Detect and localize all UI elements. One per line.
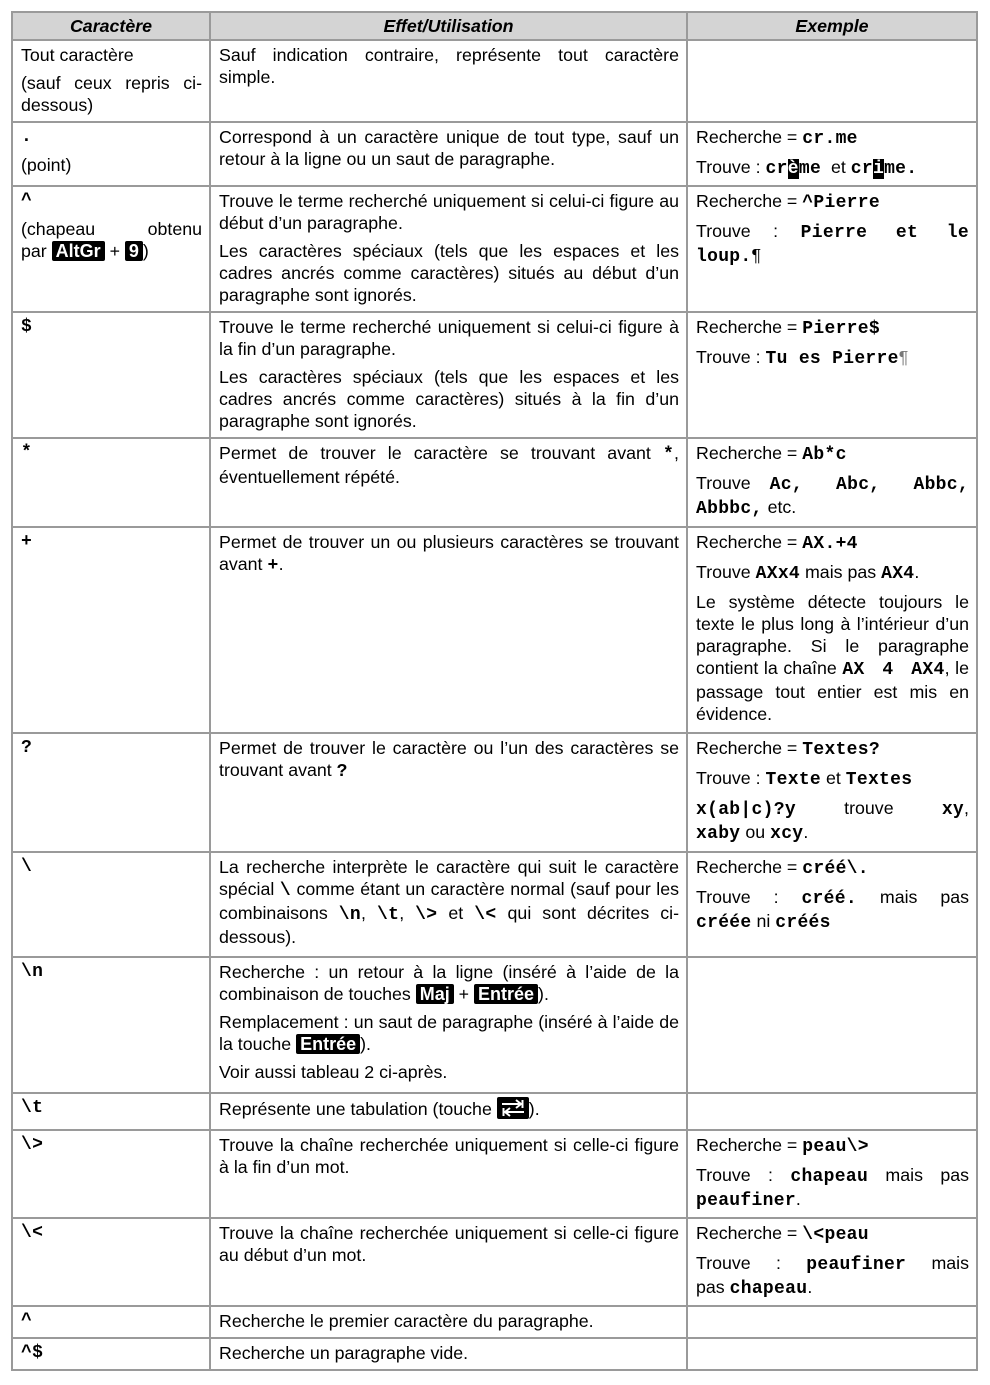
effect-code: + — [267, 556, 279, 576]
char-cell — [12, 40, 210, 122]
char-label: ? — [21, 738, 33, 758]
header-caractere: Caractère — [12, 12, 210, 40]
example-cell — [687, 438, 977, 527]
char-cell — [12, 122, 210, 186]
char-cell — [12, 1306, 210, 1338]
char-cell — [12, 1218, 210, 1306]
char-label: \n — [21, 962, 44, 982]
search-label: Recherche = — [696, 1135, 803, 1155]
table-row — [12, 122, 977, 186]
effect-text: Trouve le terme recherché uniquement si celui-ci figure au début d’un paragraphe. — [219, 191, 679, 233]
match-text: créé. — [801, 889, 857, 909]
effect-text: Correspond à un caractère unique de tout type, sauf un retour à la ligne ou un saut de paragraphe. — [219, 127, 679, 169]
match-text: Texte — [765, 770, 822, 790]
nomatch-text: créés — [775, 913, 831, 933]
effect-code: \n — [338, 905, 361, 925]
effect-cell — [210, 733, 687, 852]
match-word: crime. — [850, 159, 918, 179]
match-text: Pierre et le — [800, 223, 969, 243]
char-label: . — [21, 127, 33, 147]
entree-key: Entrée — [296, 1034, 360, 1054]
header-row — [12, 12, 977, 40]
effect-text: Remplacement : un saut de paragraphe (inséré à l’aide de la touche — [219, 1012, 679, 1054]
effect-cell: Recherche : un retour à la ligne (inséré à l’aide de la combinaison de touches Maj + Entrée ). Remplacement : un saut de paragraphe (inséré à l’aide de la touche Entrée ). Voir aussi tableau 2 ci-après. — [210, 957, 687, 1093]
effect-cell — [210, 40, 687, 122]
char-label: \t — [21, 1098, 44, 1118]
search-label: Recherche = — [696, 191, 803, 211]
char-cell — [12, 186, 210, 312]
search-label: Recherche = — [696, 1223, 803, 1243]
char-label: \> — [21, 1135, 44, 1155]
nine-key: 9 — [125, 241, 143, 261]
char-note: (point) — [21, 155, 72, 175]
effect-text: Les caractères spéciaux (tels que les espaces et les cadres ancrés comme caractères) situés au début d’un paragraphe sont ignorés. — [219, 241, 679, 305]
match-text: peaufiner — [806, 1255, 907, 1275]
effect-text: Trouve la chaîne recherchée uniquement si celle-ci figure à la fin d’un mot. — [219, 1135, 679, 1177]
conjunction: et — [830, 157, 846, 177]
nomatch-text: AX4 — [881, 564, 915, 584]
table-row — [12, 527, 977, 733]
char-cell — [12, 852, 210, 957]
found-label: Trouve : — [696, 768, 766, 788]
example-cell: Recherche = Textes? Trouve : Texte et Textes x(ab|c)?y trouve xy, xaby ou xcy. — [687, 733, 977, 852]
effect-text: Trouve la chaîne recherchée uniquement si celle-ci figure au début d’un mot. — [219, 1223, 679, 1265]
nomatch-text: chapeau — [729, 1279, 808, 1299]
found-label: Trouve : — [696, 1165, 791, 1185]
char-label: ^ — [21, 191, 33, 211]
search-label: Recherche = — [696, 443, 803, 463]
effect-code: \> — [415, 905, 438, 925]
char-label: * — [21, 443, 33, 463]
effect-cell — [210, 122, 687, 186]
char-cell — [12, 1130, 210, 1218]
effect-text: Voir aussi tableau 2 ci-après. — [219, 1062, 448, 1082]
match-text: loup. — [696, 247, 752, 267]
example-cell: Recherche = créé\. Trouve : créé. mais pas créée ni créés — [687, 852, 977, 957]
char-label: + — [21, 532, 33, 552]
search-pattern: cr.me — [802, 129, 858, 149]
match-text: Tu es Pierre — [765, 349, 899, 369]
note-text: Le système détecte toujours le texte le plus long à l’intérieur d’un paragraphe. Si le paragraphe contient la chaîne — [696, 592, 969, 678]
char-note: par AltGr + 9 ) — [21, 241, 149, 261]
char-cell — [12, 527, 210, 733]
found-label: Trouve : — [696, 157, 766, 177]
effect-cell — [210, 1218, 687, 1306]
match-text: chapeau — [790, 1167, 869, 1187]
effect-text: Sauf indication contraire, représente tout caractère simple. — [219, 45, 679, 87]
table-row — [12, 733, 977, 852]
effect-text: La recherche interprète le caractère qui suit le caractère spécial — [219, 857, 679, 899]
example-cell — [687, 957, 977, 1093]
match-text: xy — [941, 800, 965, 820]
maj-key: Maj — [416, 984, 454, 1004]
effect-text: Recherche le premier caractère du paragraphe. — [219, 1311, 594, 1331]
char-label: Tout caractère — [21, 45, 134, 65]
search-pattern: ^Pierre — [802, 193, 880, 213]
effect-cell — [210, 1338, 687, 1370]
effect-cell — [210, 186, 687, 312]
header-effet: Effet/Utilisation — [210, 12, 687, 40]
table-row — [12, 1093, 977, 1130]
found-label: Trouve — [696, 473, 770, 493]
effect-cell — [210, 438, 687, 527]
effect-code: * — [662, 445, 675, 465]
example-cell — [687, 1306, 977, 1338]
effect-code: \< — [474, 905, 497, 925]
pilcrow-mark: ¶ — [898, 347, 909, 367]
table-row — [12, 1306, 977, 1338]
match-word: crème — [765, 159, 822, 179]
table-row — [12, 1130, 977, 1218]
found-label: Trouve : — [696, 347, 766, 367]
pattern-text: x(ab|c)?y — [696, 800, 796, 820]
search-pattern: Ab*c — [802, 445, 847, 465]
effect-cell: La recherche interprète le caractère qui suit le caractère spécial \ comme étant un caractère normal (sauf pour les combinaisons \n, \t, \> et \< qui sont décrites ci-dessous). — [210, 852, 687, 957]
example-cell: Recherche = peau\> Trouve : chapeau mais pas peaufiner. — [687, 1130, 977, 1218]
match-text: xaby — [696, 824, 741, 844]
char-label: \< — [21, 1223, 44, 1243]
search-pattern: Textes? — [802, 740, 880, 760]
match-text: Abbbc, — [696, 499, 763, 519]
effect-cell — [210, 1306, 687, 1338]
effect-cell: Représente une tabulation (touche ). — [210, 1093, 687, 1130]
effect-code: ? — [336, 762, 348, 782]
found-label: Trouve : — [696, 887, 802, 907]
search-label: Recherche = — [696, 532, 803, 552]
char-note: (chapeau obtenu — [21, 219, 202, 239]
search-label: Recherche = — [696, 317, 803, 337]
header-exemple: Exemple — [687, 12, 977, 40]
match-text: Textes — [845, 770, 913, 790]
example-cell: Recherche = \<peau Trouve : peaufiner mais pas chapeau. — [687, 1218, 977, 1306]
found-label: Trouve : — [696, 1253, 807, 1273]
example-cell — [687, 122, 977, 186]
example-cell — [687, 186, 977, 312]
char-cell — [12, 1093, 210, 1130]
note-code: AX 4 AX4 — [842, 660, 945, 680]
effect-text: , éventuellement répété. — [219, 443, 679, 487]
match-text: xcy — [770, 824, 804, 844]
effect-cell — [210, 1130, 687, 1218]
table-row — [12, 1218, 977, 1306]
char-label: ^ — [21, 1311, 33, 1331]
nomatch-text: créée — [696, 913, 752, 933]
table-row — [12, 438, 977, 527]
etc-text: etc. — [762, 497, 797, 517]
effect-text: Recherche un paragraphe vide. — [219, 1343, 469, 1363]
effect-code: \ — [279, 881, 291, 901]
effect-text: Les caractères spéciaux (tels que les espaces et les cadres ancrés comme caractères) situés à la fin d’un paragraphe sont ignorés. — [219, 367, 679, 431]
note-text: , le passage tout entier est mis en évidence. — [696, 658, 969, 724]
table-row — [12, 186, 977, 312]
char-cell — [12, 1338, 210, 1370]
char-label: $ — [21, 317, 33, 337]
table-row — [12, 1338, 977, 1370]
search-pattern: \<peau — [802, 1225, 869, 1245]
effect-code: \t — [376, 905, 400, 925]
search-pattern: AX.+4 — [802, 534, 858, 554]
example-cell: Recherche = AX.+4 Trouve AXx4 mais pas AX4. Le système détecte toujours le texte le plus long à l’intérieur d’un paragraphe. Si le paragraphe contient la chaîne AX 4 AX4, le passage tout entier est mis en évidence. — [687, 527, 977, 733]
search-pattern: créé\. — [802, 859, 869, 879]
effect-text: comme étant un caractère normal (sauf pour les combinaisons — [219, 879, 679, 923]
search-pattern: peau\> — [802, 1137, 869, 1157]
effect-cell — [210, 312, 687, 438]
effect-text: Représente une tabulation (touche — [219, 1099, 497, 1119]
found-label: Trouve — [696, 562, 756, 582]
effect-text: . — [278, 554, 284, 574]
char-label: ^$ — [21, 1343, 44, 1363]
match-text: AXx4 — [755, 564, 801, 584]
effect-text: Recherche : un retour à la ligne (inséré à l’aide de la combinaison de touches — [219, 962, 679, 1004]
search-pattern: Pierre$ — [802, 319, 880, 339]
example-cell — [687, 1338, 977, 1370]
effect-text: Permet de trouver le caractère se trouvant avant — [219, 443, 663, 463]
example-cell — [687, 312, 977, 438]
char-cell — [12, 312, 210, 438]
example-cell — [687, 1093, 977, 1130]
char-cell — [12, 733, 210, 852]
char-cell — [12, 438, 210, 527]
tab-key-icon — [497, 1097, 529, 1124]
altgr-key: AltGr — [52, 241, 105, 261]
effect-text: qui sont décrites ci-dessous). — [219, 903, 680, 947]
search-label: Recherche = — [696, 857, 803, 877]
effect-text: Trouve le terme recherché uniquement si celui-ci figure à la fin d’un paragraphe. — [219, 317, 679, 359]
effect-cell — [210, 527, 687, 733]
table-row — [12, 957, 977, 1093]
entree-key: Entrée — [474, 984, 538, 1004]
example-cell — [687, 40, 977, 122]
regex-table — [11, 11, 978, 1371]
found-label: Trouve : — [696, 221, 801, 241]
effect-text: Permet de trouver un ou plusieurs caractères se trouvant avant — [219, 532, 679, 574]
pilcrow-mark: ¶ — [751, 245, 762, 265]
char-note: (sauf ceux repris ci-dessous) — [21, 73, 202, 115]
effect-text: Permet de trouver le caractère ou l’un des caractères se trouvant avant — [219, 738, 679, 780]
nomatch-text: peaufiner — [696, 1191, 796, 1211]
table-row — [12, 312, 977, 438]
search-label: Recherche = — [696, 127, 803, 147]
search-label: Recherche = — [696, 738, 803, 758]
match-text: Ac, Abc, Abbc, — [769, 475, 969, 495]
table-row — [12, 40, 977, 122]
table-row — [12, 852, 977, 957]
char-cell — [12, 957, 210, 1093]
char-label: \ — [21, 857, 33, 877]
